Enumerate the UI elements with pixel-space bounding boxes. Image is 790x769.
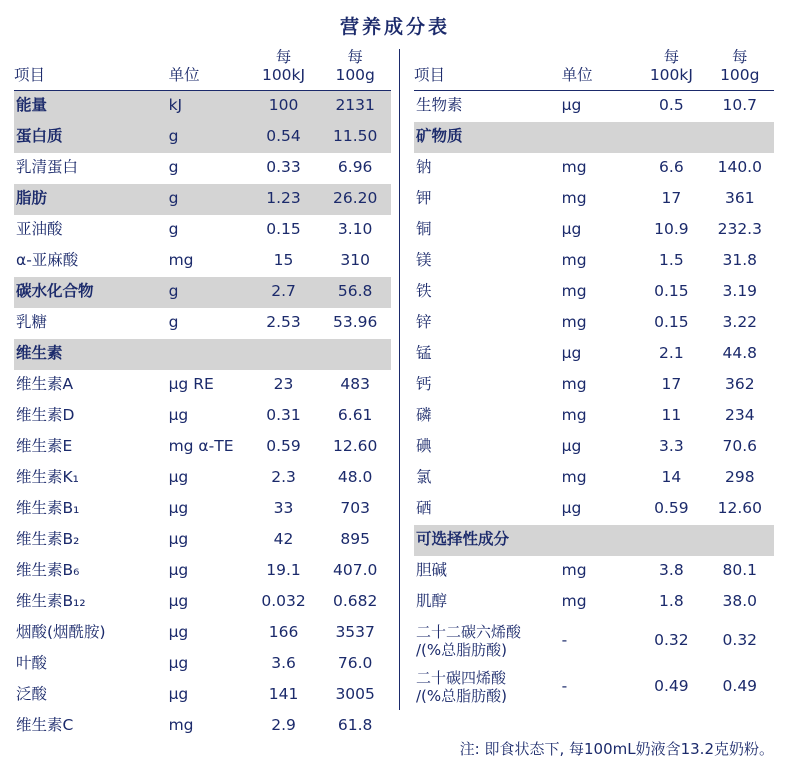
row-per-100kj-value: 0.49: [654, 676, 689, 695]
row-per-100kj-value: 17: [661, 375, 682, 394]
row-per-100g-value: 362: [724, 375, 755, 394]
row-unit-value: -: [561, 630, 568, 649]
row-unit-value: g: [169, 277, 248, 308]
row-per-100g-value: 140.0: [717, 158, 762, 177]
table-body-left: [14, 90, 391, 742]
row-per-100kj-value: 33: [273, 499, 294, 518]
section-header-label: 维生素: [14, 339, 391, 370]
row-item-label: 钾: [416, 189, 432, 208]
table-row: [414, 525, 774, 556]
table-row: [414, 370, 774, 401]
row-per-100g-value: 31.8: [722, 251, 758, 270]
row-item-label-line2: /(%总脂肪酸): [416, 686, 508, 705]
header-per-100kj-line2-right: 100kJ: [637, 67, 705, 90]
row-per-100kj-value: 141: [268, 685, 299, 704]
row-item-label: 肌醇: [416, 592, 448, 611]
row-per-100g-value: 3.19: [722, 282, 758, 301]
row-per-100kj-value: 0.15: [266, 220, 301, 239]
row-per-100g-value: 80.1: [722, 561, 758, 580]
row-item-label: 蛋白质: [14, 122, 169, 153]
row-unit-value: g: [168, 158, 179, 177]
row-item-label: 乳糖: [16, 313, 48, 332]
table-row: [14, 587, 391, 618]
table-row: [14, 618, 391, 649]
table-header-top-row-right: [414, 49, 774, 67]
row-per-100kj-value: 0.32: [654, 630, 689, 649]
row-unit-value: kJ: [169, 90, 248, 122]
table-row: [14, 680, 391, 711]
row-unit-value: μg: [561, 96, 582, 115]
row-per-100g-value: 3537: [335, 623, 375, 642]
table-row: [14, 401, 391, 432]
header-per-100kj-line2-left: 100kJ: [248, 67, 320, 90]
footnote: 注: 即食状态下, 每100mL奶液含13.2克奶粉。: [459, 740, 774, 758]
page-title: 营养成分表: [339, 16, 450, 38]
row-item-label: 维生素E: [16, 437, 73, 456]
row-item-label: [414, 618, 562, 664]
table-row: [14, 246, 391, 277]
row-item-label: 亚油酸: [16, 220, 63, 239]
table-row: [14, 711, 391, 742]
row-per-100kj-value: 15: [273, 251, 294, 270]
row-per-100g-value: 12.60: [332, 437, 378, 456]
row-item-label: 维生素C: [16, 716, 74, 735]
row-item-label: 钙: [416, 375, 432, 394]
table-row: [14, 153, 391, 184]
row-unit-value: mg: [168, 251, 194, 270]
row-per-100kj-value: 100: [248, 90, 320, 122]
row-item-label: 维生素B₁: [16, 499, 80, 518]
nutrition-table-left: [14, 49, 391, 742]
table-row: [14, 184, 391, 215]
row-per-100kj-value: 14: [661, 468, 682, 487]
row-item-label: 维生素K₁: [16, 468, 79, 487]
table-row: [414, 246, 774, 277]
row-unit-value: μg: [561, 344, 582, 363]
row-per-100g-value: 361: [724, 189, 755, 208]
row-per-100kj-value: 0.59: [654, 499, 689, 518]
row-unit-value: -: [561, 676, 568, 695]
table-row: [414, 587, 774, 618]
table-row: [14, 370, 391, 401]
table-row: [414, 463, 774, 494]
header-item-label-left: 项目: [14, 67, 169, 90]
row-per-100g-value: 3.10: [337, 220, 373, 239]
table-row: [414, 184, 774, 215]
row-item-label: 维生素B₂: [16, 530, 80, 549]
row-per-100g-value: 6.96: [337, 158, 373, 177]
header-item-right: [414, 49, 562, 67]
table-body-right: [414, 90, 774, 710]
header-per-100g-line2-right: 100g: [706, 67, 774, 90]
row-item-label: [414, 664, 562, 710]
row-unit-value: mg: [561, 406, 587, 425]
row-per-100kj-value: 0.59: [266, 437, 301, 456]
right-table-column: [399, 49, 774, 710]
table-row: [414, 153, 774, 184]
table-row: [14, 90, 391, 122]
table-row: [14, 215, 391, 246]
row-item-label: 磷: [416, 406, 432, 425]
row-unit-value: g: [169, 122, 248, 153]
header-per-100g-line1-left: 每: [347, 48, 363, 66]
table-row: [414, 618, 774, 664]
row-item-label: 维生素B₁₂: [16, 592, 86, 611]
table-row: [14, 649, 391, 680]
row-unit-value: mg: [561, 282, 587, 301]
row-unit-value: mg: [561, 251, 587, 270]
table-row: [14, 556, 391, 587]
row-per-100kj-value: 1.5: [659, 251, 684, 270]
row-item-label: 碘: [416, 437, 432, 456]
row-unit-value: mg: [561, 313, 587, 332]
row-unit-value: μg: [168, 406, 189, 425]
row-per-100g-value: 895: [340, 530, 370, 549]
table-row: [414, 90, 774, 122]
row-per-100kj-value: 0.15: [654, 313, 689, 332]
row-per-100g-value: 232.3: [717, 220, 762, 239]
header-item-left: [14, 49, 169, 67]
header-unit-right: [562, 49, 638, 67]
row-per-100g-value: 26.20: [319, 184, 391, 215]
table-row: [414, 339, 774, 370]
row-per-100kj-value: 2.9: [271, 716, 296, 735]
row-unit-value: mg: [561, 375, 587, 394]
row-item-label: 叶酸: [16, 654, 48, 673]
header-item-label-right: 项目: [414, 67, 562, 90]
row-unit-value: μg: [561, 499, 582, 518]
row-per-100kj-value: 0.33: [266, 158, 301, 177]
row-unit-value: mg: [561, 189, 587, 208]
table-row: [414, 308, 774, 339]
row-per-100g-value: 298: [724, 468, 755, 487]
table-row: [14, 463, 391, 494]
row-per-100g-value: 234: [724, 406, 755, 425]
table-row: [14, 432, 391, 463]
row-unit-value: μg: [168, 468, 189, 487]
table-row: [414, 122, 774, 153]
row-item-label: 碳水化合物: [14, 277, 169, 308]
row-item-label: 氯: [416, 468, 432, 487]
table-row: [14, 308, 391, 339]
table-row: [14, 277, 391, 308]
row-per-100g-value: 2131: [319, 90, 391, 122]
row-unit-value: g: [168, 313, 179, 332]
row-per-100g-value: 12.60: [717, 499, 762, 518]
row-per-100g-value: 56.8: [319, 277, 391, 308]
header-unit-label-right: 单位: [562, 67, 638, 90]
row-per-100g-value: 407.0: [332, 561, 378, 580]
row-item-label-line2: /(%总脂肪酸): [416, 640, 508, 659]
left-table-column: [14, 49, 399, 742]
row-per-100kj-value: 0.032: [261, 592, 306, 611]
row-per-100g-value: 10.7: [722, 96, 758, 115]
row-unit-value: μg: [168, 530, 189, 549]
row-per-100g-value: 53.96: [332, 313, 378, 332]
row-unit-value: μg: [168, 654, 189, 673]
header-unit-left: [169, 49, 248, 67]
row-per-100kj-value: 166: [268, 623, 299, 642]
row-item-label: 维生素D: [16, 406, 75, 425]
row-item-label-line1: 二十二碳六烯酸: [416, 622, 522, 641]
table-header-top-row-left: [14, 49, 391, 67]
table-header-bottom-row-left: [14, 67, 391, 90]
row-item-label: 镁: [416, 251, 432, 270]
table-row: [414, 556, 774, 587]
row-unit-value: μg RE: [168, 375, 214, 394]
row-unit-value: mg: [168, 716, 194, 735]
header-per-100kj-line1-right: 每: [663, 48, 680, 66]
row-per-100kj-value: 2.1: [659, 344, 684, 363]
section-header-label: 矿物质: [414, 122, 774, 153]
row-per-100g-value: 3.22: [722, 313, 758, 332]
row-per-100g-value: 0.32: [722, 630, 758, 649]
row-item-label: 泛酸: [16, 685, 48, 704]
row-per-100g-value: 0.49: [722, 676, 758, 695]
row-item-label: 钠: [416, 158, 432, 177]
row-item-label: 能量: [14, 90, 169, 122]
table-row: [14, 122, 391, 153]
section-header-label: 可选择性成分: [414, 525, 774, 556]
table-row: [414, 664, 774, 710]
row-unit-value: mg: [561, 158, 587, 177]
row-per-100g-value: 0.682: [332, 592, 378, 611]
row-per-100g-value: 483: [340, 375, 370, 394]
row-per-100g-value: 61.8: [337, 716, 373, 735]
row-per-100kj-value: 0.31: [266, 406, 301, 425]
row-unit-value: g: [168, 220, 179, 239]
row-item-label: 烟酸(烟酰胺): [16, 623, 106, 642]
table-row: [414, 277, 774, 308]
header-per-100kj-line1-left: 每: [275, 48, 292, 66]
header-unit-label-left: 单位: [169, 67, 248, 90]
row-unit-value: μg: [168, 561, 189, 580]
table-head-left: [14, 49, 391, 90]
tables-container: [14, 49, 776, 742]
row-per-100kj-value: 17: [661, 189, 682, 208]
row-per-100kj-value: 2.53: [266, 313, 301, 332]
row-per-100kj-value: 0.54: [248, 122, 320, 153]
row-unit-value: mg: [561, 468, 587, 487]
row-item-label: 硒: [416, 499, 432, 518]
row-per-100kj-value: 0.5: [659, 96, 684, 115]
row-per-100kj-value: 3.6: [271, 654, 296, 673]
row-per-100g-value: 76.0: [337, 654, 373, 673]
row-per-100kj-value: 1.23: [248, 184, 320, 215]
row-unit-value: μg: [561, 437, 582, 456]
row-item-label: 脂肪: [14, 184, 169, 215]
table-header-bottom-row-right: [414, 67, 774, 90]
row-item-label: 胆碱: [416, 561, 448, 580]
row-per-100g-value: 310: [340, 251, 370, 270]
row-item-label: 维生素B₆: [16, 561, 80, 580]
row-unit-value: μg: [168, 592, 189, 611]
row-per-100kj-value: 23: [273, 375, 294, 394]
row-per-100g-value: 11.50: [319, 122, 391, 153]
row-unit-value: μg: [561, 220, 582, 239]
row-item-label: 维生素A: [16, 375, 74, 394]
nutrition-table-right: [414, 49, 774, 710]
table-row: [14, 494, 391, 525]
row-unit-value: μg: [168, 685, 189, 704]
row-unit-value: g: [169, 184, 248, 215]
table-row: [414, 215, 774, 246]
row-item-label: 铁: [416, 282, 432, 301]
table-row: [414, 432, 774, 463]
row-item-label-line1: 二十碳四烯酸: [416, 668, 507, 687]
table-row: [414, 401, 774, 432]
row-per-100g-value: 3005: [335, 685, 375, 704]
row-per-100kj-value: 19.1: [266, 561, 301, 580]
row-per-100kj-value: 6.6: [659, 158, 684, 177]
table-row: [414, 494, 774, 525]
row-item-label: 乳清蛋白: [16, 158, 79, 177]
row-per-100kj-value: 10.9: [654, 220, 689, 239]
row-per-100kj-value: 2.3: [271, 468, 296, 487]
row-per-100kj-value: 42: [273, 530, 294, 549]
table-head-right: [414, 49, 774, 90]
row-per-100g-value: 703: [340, 499, 370, 518]
row-per-100kj-value: 1.8: [659, 592, 684, 611]
row-per-100kj-value: 11: [661, 406, 682, 425]
row-item-label: 锌: [416, 313, 432, 332]
row-unit-value: mg: [561, 592, 587, 611]
row-per-100kj-value: 2.7: [248, 277, 320, 308]
row-unit-value: μg: [168, 623, 189, 642]
row-per-100kj-value: 0.15: [654, 282, 689, 301]
row-item-label: 铜: [416, 220, 432, 239]
header-per-100g-line1-right: 每: [732, 48, 748, 66]
row-per-100g-value: 44.8: [722, 344, 758, 363]
row-item-label: 生物素: [416, 96, 463, 115]
row-per-100g-value: 38.0: [722, 592, 758, 611]
row-item-label: α-亚麻酸: [16, 251, 79, 270]
header-per-100g-line2-left: 100g: [319, 67, 391, 90]
row-per-100kj-value: 3.8: [659, 561, 684, 580]
row-item-label: 锰: [416, 344, 432, 363]
table-row: [14, 339, 391, 370]
row-per-100g-value: 70.6: [722, 437, 758, 456]
row-per-100kj-value: 3.3: [659, 437, 684, 456]
row-per-100g-value: 48.0: [337, 468, 373, 487]
row-unit-value: μg: [168, 499, 189, 518]
row-unit-value: mg α-TE: [168, 437, 234, 456]
table-row: [14, 525, 391, 556]
row-per-100g-value: 6.61: [337, 406, 373, 425]
row-unit-value: mg: [561, 561, 587, 580]
